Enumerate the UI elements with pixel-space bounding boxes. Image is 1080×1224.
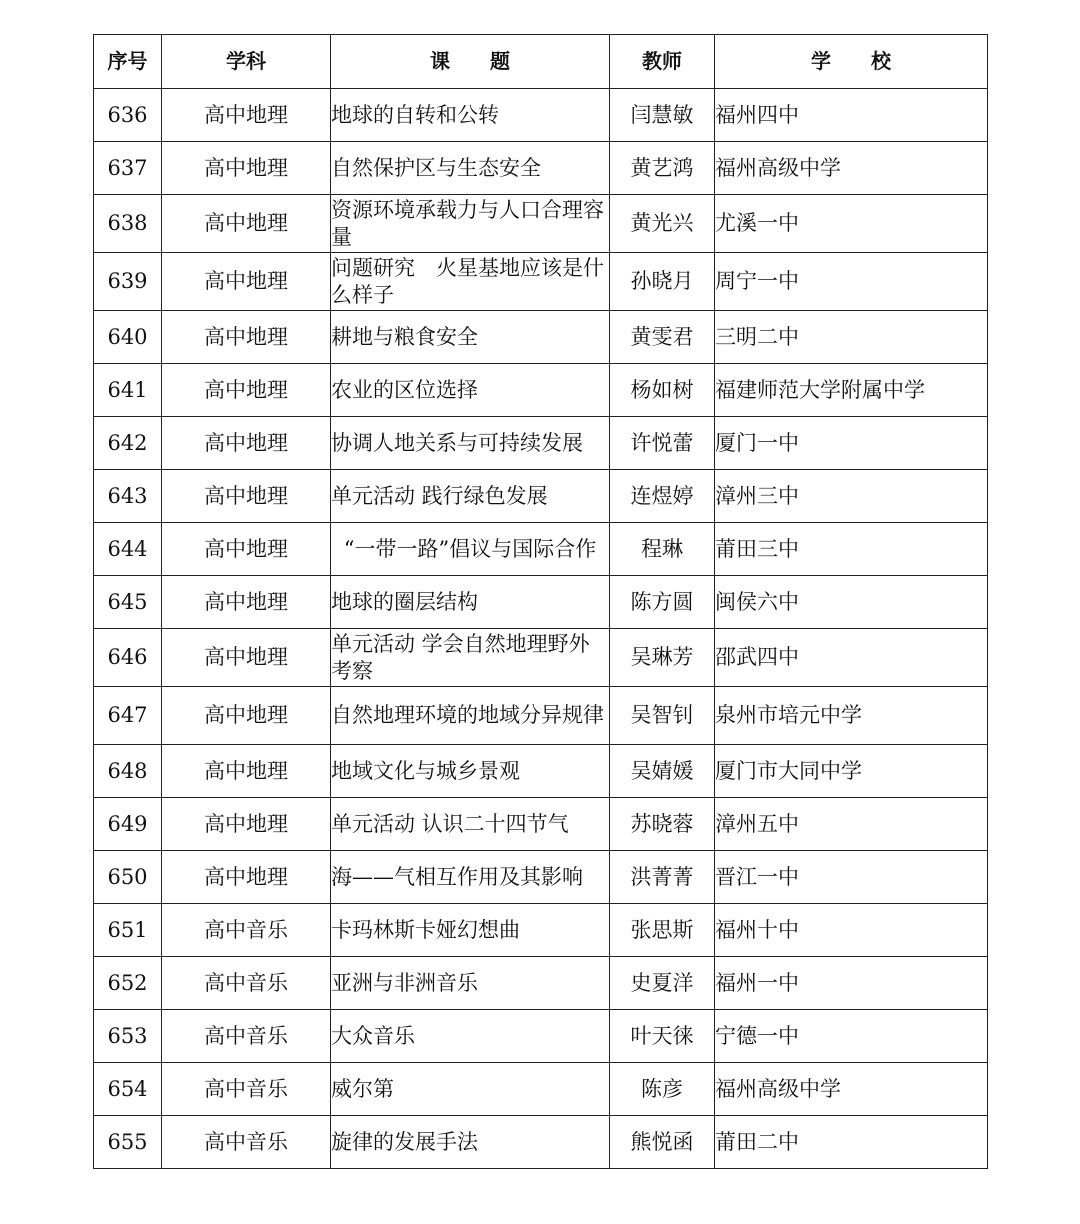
table-row xyxy=(94,142,988,195)
table-row xyxy=(94,364,988,417)
cell-id: 642 xyxy=(94,417,162,470)
cell-school: 福州高级中学 xyxy=(715,1063,988,1116)
cell-subject: 高中地理 xyxy=(162,253,331,311)
cell-id: 640 xyxy=(94,311,162,364)
cell-teacher: 黄光兴 xyxy=(610,195,715,253)
cell-subject: 高中地理 xyxy=(162,470,331,523)
table-row xyxy=(94,851,988,904)
cell-id: 652 xyxy=(94,957,162,1010)
cell-school: 宁德一中 xyxy=(715,1010,988,1063)
cell-school: 漳州三中 xyxy=(715,470,988,523)
header-id: 序号 xyxy=(94,35,162,89)
cell-subject: 高中地理 xyxy=(162,89,331,142)
cell-school: 闽侯六中 xyxy=(715,576,988,629)
cell-topic: 旋律的发展手法 xyxy=(331,1116,610,1169)
cell-id: 651 xyxy=(94,904,162,957)
table-body xyxy=(94,89,988,1169)
cell-school: 福州一中 xyxy=(715,957,988,1010)
cell-school: 尤溪一中 xyxy=(715,195,988,253)
cell-id: 644 xyxy=(94,523,162,576)
cell-school: 福州高级中学 xyxy=(715,142,988,195)
table-row xyxy=(94,745,988,798)
cell-topic: 地球的圈层结构 xyxy=(331,576,610,629)
course-roster-table xyxy=(93,34,988,1169)
cell-teacher: 吴智钊 xyxy=(610,687,715,745)
header-topic: 课 题 xyxy=(331,35,610,89)
cell-topic: 农业的区位选择 xyxy=(331,364,610,417)
table-row xyxy=(94,904,988,957)
cell-teacher: 吴婧媛 xyxy=(610,745,715,798)
cell-topic: 地球的自转和公转 xyxy=(331,89,610,142)
cell-teacher: 吴琳芳 xyxy=(610,629,715,687)
cell-school: 福建师范大学附属中学 xyxy=(715,364,988,417)
cell-teacher: 苏晓蓉 xyxy=(610,798,715,851)
cell-subject: 高中音乐 xyxy=(162,904,331,957)
table-row xyxy=(94,1116,988,1169)
cell-teacher: 杨如树 xyxy=(610,364,715,417)
cell-id: 647 xyxy=(94,687,162,745)
cell-id: 649 xyxy=(94,798,162,851)
cell-teacher: 许悦蕾 xyxy=(610,417,715,470)
cell-subject: 高中地理 xyxy=(162,142,331,195)
table-row xyxy=(94,253,988,311)
cell-subject: 高中地理 xyxy=(162,195,331,253)
header-subject: 学科 xyxy=(162,35,331,89)
cell-id: 643 xyxy=(94,470,162,523)
cell-subject: 高中地理 xyxy=(162,417,331,470)
cell-school: 莆田二中 xyxy=(715,1116,988,1169)
table-row xyxy=(94,523,988,576)
cell-teacher: 史夏洋 xyxy=(610,957,715,1010)
cell-id: 650 xyxy=(94,851,162,904)
table-row xyxy=(94,89,988,142)
cell-teacher: 黄艺鸿 xyxy=(610,142,715,195)
header-school: 学 校 xyxy=(715,35,988,89)
cell-school: 福州四中 xyxy=(715,89,988,142)
cell-subject: 高中地理 xyxy=(162,364,331,417)
cell-topic: 威尔第 xyxy=(331,1063,610,1116)
header-teacher: 教师 xyxy=(610,35,715,89)
cell-topic: 大众音乐 xyxy=(331,1010,610,1063)
cell-school: 福州十中 xyxy=(715,904,988,957)
table-row xyxy=(94,687,988,745)
cell-topic: 卡玛林斯卡娅幻想曲 xyxy=(331,904,610,957)
cell-school: 厦门一中 xyxy=(715,417,988,470)
cell-topic: 协调人地关系与可持续发展 xyxy=(331,417,610,470)
cell-school: 厦门市大同中学 xyxy=(715,745,988,798)
cell-id: 641 xyxy=(94,364,162,417)
cell-teacher: 闫慧敏 xyxy=(610,89,715,142)
cell-teacher: 洪菁菁 xyxy=(610,851,715,904)
cell-school: 晋江一中 xyxy=(715,851,988,904)
cell-subject: 高中音乐 xyxy=(162,1063,331,1116)
cell-teacher: 孙晓月 xyxy=(610,253,715,311)
table-row xyxy=(94,1010,988,1063)
cell-topic: 问题研究 火星基地应该是什么样子 xyxy=(331,253,610,311)
cell-subject: 高中地理 xyxy=(162,745,331,798)
cell-school: 泉州市培元中学 xyxy=(715,687,988,745)
cell-subject: 高中地理 xyxy=(162,851,331,904)
cell-topic: 资源环境承载力与人口合理容量 xyxy=(331,195,610,253)
cell-teacher: 熊悦函 xyxy=(610,1116,715,1169)
table-row xyxy=(94,798,988,851)
cell-teacher: 陈方圆 xyxy=(610,576,715,629)
cell-school: 漳州五中 xyxy=(715,798,988,851)
cell-school: 邵武四中 xyxy=(715,629,988,687)
cell-topic: 单元活动 认识二十四节气 xyxy=(331,798,610,851)
cell-id: 653 xyxy=(94,1010,162,1063)
cell-subject: 高中音乐 xyxy=(162,1116,331,1169)
cell-subject: 高中地理 xyxy=(162,523,331,576)
cell-topic: 地域文化与城乡景观 xyxy=(331,745,610,798)
table-row xyxy=(94,195,988,253)
table-row xyxy=(94,1063,988,1116)
cell-teacher: 黄雯君 xyxy=(610,311,715,364)
cell-teacher: 程琳 xyxy=(610,523,715,576)
cell-topic: 自然地理环境的地域分异规律 xyxy=(331,687,610,745)
cell-id: 638 xyxy=(94,195,162,253)
cell-id: 654 xyxy=(94,1063,162,1116)
cell-school: 莆田三中 xyxy=(715,523,988,576)
cell-topic: 单元活动 学会自然地理野外考察 xyxy=(331,629,610,687)
table-row xyxy=(94,957,988,1010)
cell-subject: 高中音乐 xyxy=(162,1010,331,1063)
cell-school: 周宁一中 xyxy=(715,253,988,311)
cell-id: 648 xyxy=(94,745,162,798)
table-row xyxy=(94,629,988,687)
table-row xyxy=(94,470,988,523)
cell-id: 646 xyxy=(94,629,162,687)
cell-topic: 海——气相互作用及其影响 xyxy=(331,851,610,904)
table-row xyxy=(94,311,988,364)
cell-topic: 亚洲与非洲音乐 xyxy=(331,957,610,1010)
table-row xyxy=(94,417,988,470)
cell-teacher: 叶天徕 xyxy=(610,1010,715,1063)
cell-id: 637 xyxy=(94,142,162,195)
cell-id: 639 xyxy=(94,253,162,311)
cell-subject: 高中音乐 xyxy=(162,957,331,1010)
cell-subject: 高中地理 xyxy=(162,576,331,629)
table-header-row xyxy=(94,35,988,89)
cell-teacher: 陈彦 xyxy=(610,1063,715,1116)
cell-id: 645 xyxy=(94,576,162,629)
cell-subject: 高中地理 xyxy=(162,798,331,851)
cell-id: 655 xyxy=(94,1116,162,1169)
cell-school: 三明二中 xyxy=(715,311,988,364)
cell-subject: 高中地理 xyxy=(162,629,331,687)
cell-subject: 高中地理 xyxy=(162,687,331,745)
cell-teacher: 连煜婷 xyxy=(610,470,715,523)
cell-topic: 自然保护区与生态安全 xyxy=(331,142,610,195)
cell-topic: 耕地与粮食安全 xyxy=(331,311,610,364)
cell-topic: 单元活动 践行绿色发展 xyxy=(331,470,610,523)
cell-topic: “一带一路”倡议与国际合作 xyxy=(331,523,610,576)
table-row xyxy=(94,576,988,629)
cell-id: 636 xyxy=(94,89,162,142)
cell-teacher: 张思斯 xyxy=(610,904,715,957)
cell-subject: 高中地理 xyxy=(162,311,331,364)
